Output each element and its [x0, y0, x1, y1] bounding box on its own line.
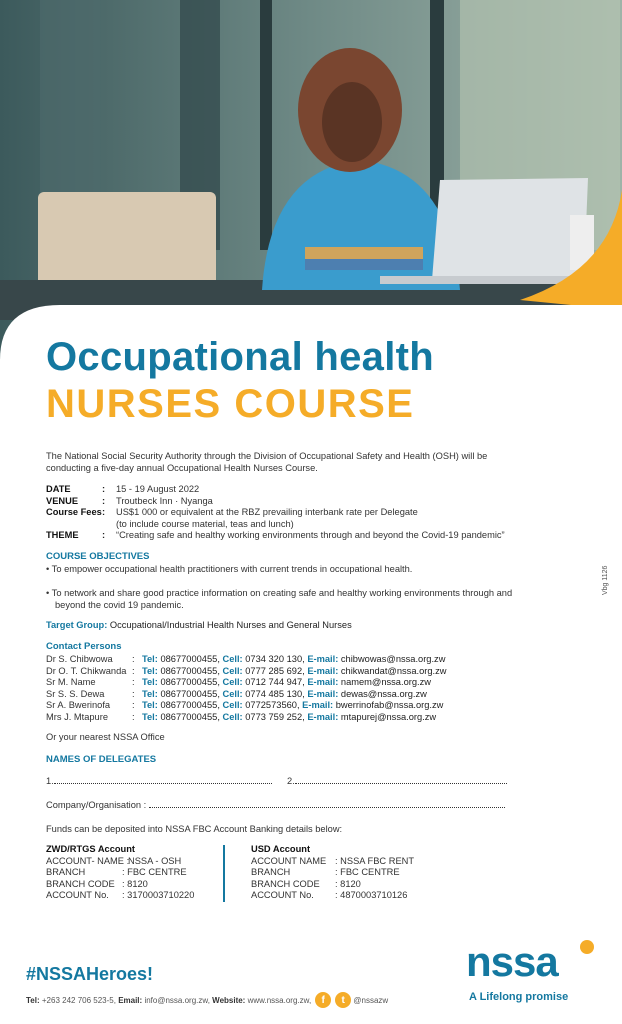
contact-email[interactable]: bwerrinofab@nssa.org.zw	[335, 700, 444, 710]
intro-paragraph: The National Social Security Authority through the Division of Occupational Safety and Health (OSH) will be conducting a five-day annual Occupational Health Nurses Course.	[46, 451, 488, 473]
nearest-office: Or your nearest NSSA Office	[46, 732, 165, 742]
objectives-heading: COURSE OBJECTIVES	[46, 551, 150, 562]
target-group: Target Group: Occupational/Industrial Health Nurses and General Nurses	[46, 620, 352, 630]
account-divider	[223, 845, 225, 902]
company-field[interactable]: Company/Organisation :	[46, 800, 505, 810]
footer-email-link[interactable]: info@nssa.org.zw,	[144, 995, 210, 1005]
course-details	[46, 484, 505, 542]
detail-row: (to include course material, teas and lunch)	[116, 518, 294, 529]
footer-contact: Tel: +263 242 706 523-5, Email: info@nssa.org.zw, Website: www.nssa.org.zw, f t @nssazw	[26, 992, 388, 1008]
contact-row: Dr S. Chibwowa : Tel: 08677000455, Cell: 0734 320 130, E-mail: chibwowas@nssa.org.zw	[46, 654, 446, 664]
facebook-icon[interactable]: f	[315, 992, 331, 1008]
contact-email[interactable]: mtapurej@nssa.org.zw	[340, 711, 437, 722]
contact-row: Sr A. Bwerinofa : Tel: 08677000455, Cell: 0772573560, E-mail: bwerrinofab@nssa.org.zw	[46, 700, 444, 710]
contact-row: Mrs J. Mtapure : Tel: 08677000455, Cell: 0773 759 252, E-mail: mtapurej@nssa.org.zw	[46, 711, 437, 722]
contact-row: Sr M. Name : Tel: 08677000455, Cell: 0712 744 947, E-mail: namem@nssa.org.zw	[46, 677, 431, 687]
usd-account: USD Account ACCOUNT NAME : NSSA FBC RENT BRANCH : FBC CENTRE BRANCH CODE : 8120 ACCOUNT No. : 4870003710126	[251, 844, 415, 900]
contacts-list	[46, 654, 446, 723]
delegates-heading: NAMES OF DELEGATES	[46, 754, 157, 765]
contact-email[interactable]: chikwandat@nssa.org.zw	[340, 665, 447, 676]
detail-row: DATE : 15 - 19 August 2022	[46, 484, 200, 494]
objective-item: • To network and share good practice information on creating safe and healthy working environments through and beyond the covid 19 pandemic.	[46, 588, 513, 610]
funds-note: Funds can be deposited into NSSA FBC Account Banking details below:	[46, 824, 343, 834]
nssa-logo: nssa	[466, 938, 558, 985]
side-code: Vbg 1126	[602, 565, 609, 595]
footer-website-link[interactable]: www.nssa.org.zw,	[247, 995, 312, 1005]
contacts-heading: Contact Persons	[46, 641, 122, 652]
contact-row: Sr S. S. Dewa : Tel: 08677000455, Cell: 0774 485 130, E-mail: dewas@nssa.org.zw	[46, 688, 427, 699]
contact-row: Dr O. T. Chikwanda : Tel: 08677000455, Cell: 0777 285 692, E-mail: chikwandat@nssa.org.zw	[46, 665, 447, 676]
logo-tagline: A Lifelong promise	[469, 991, 569, 1003]
detail-row: THEME : “Creating safe and healthy working environments through and beyond the Covid-19 pandemic”	[46, 530, 505, 540]
title-line-1: Occupational health	[46, 335, 434, 379]
social-handle: @nssazw	[353, 995, 389, 1005]
hashtag: #NSSAHeroes!	[26, 964, 154, 984]
delegate-slot-1[interactable]: 1.	[46, 776, 272, 786]
delegate-slot-2[interactable]: 2.	[287, 776, 507, 786]
contact-email[interactable]: dewas@nssa.org.zw	[340, 688, 427, 699]
twitter-icon[interactable]: t	[335, 992, 351, 1008]
zwd-account: ZWD/RTGS Account ACCOUNT- NAME : NSSA - OSH BRANCH : FBC CENTRE BRANCH CODE : 8120 ACCOUNT No. : 3170003710220	[46, 844, 195, 900]
title-line-2: NURSES COURSE	[46, 382, 415, 426]
detail-row: Course Fees : US$1 000 or equivalent at the RBZ prevailing interbank rate per Delegate	[46, 507, 418, 517]
objective-item: • To empower occupational health practitioners with current trends in occupational health.	[46, 564, 413, 574]
logo-dot	[580, 940, 594, 954]
contact-email[interactable]: namem@nssa.org.zw	[340, 677, 431, 687]
contact-email[interactable]: chibwowas@nssa.org.zw	[340, 654, 446, 664]
detail-row: VENUE : Troutbeck Inn · Nyanga	[46, 495, 213, 506]
